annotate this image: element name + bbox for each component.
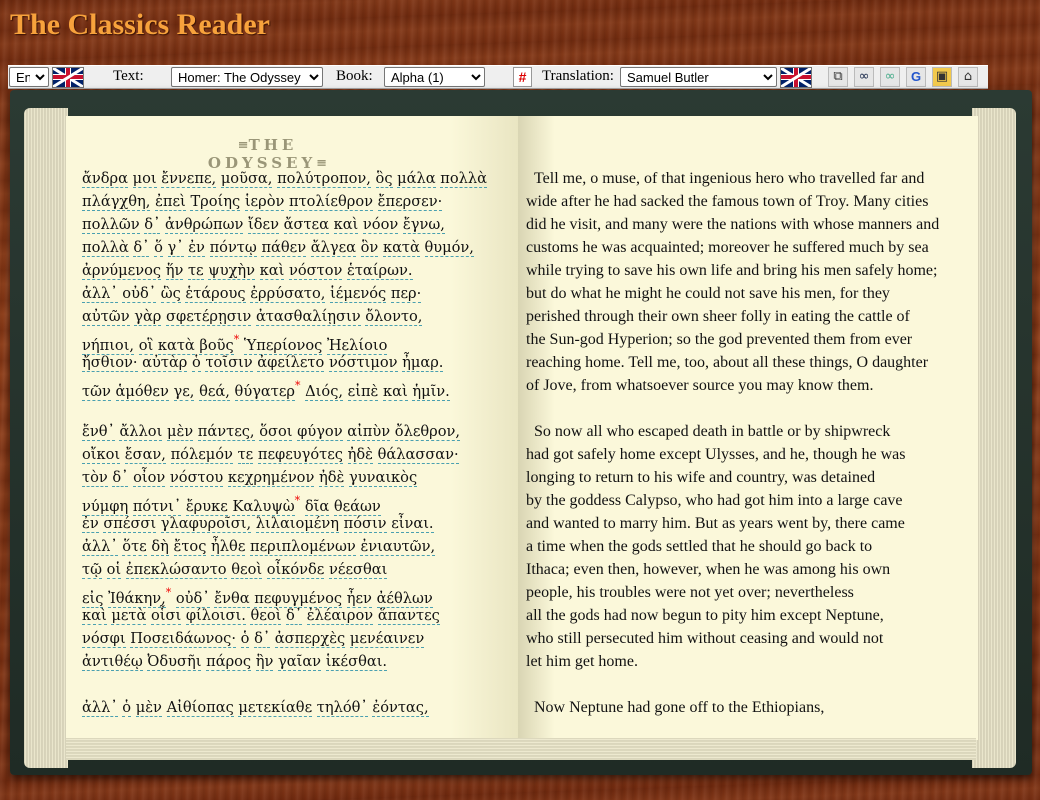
greek-line <box>82 443 502 466</box>
greek-line <box>82 190 502 213</box>
greek-word-link[interactable]: γε, <box>173 383 195 400</box>
greek-word-link[interactable]: οὐδ᾽ <box>175 590 210 607</box>
greek-line <box>82 374 502 400</box>
greek-word-link[interactable]: ἤσθιον· <box>82 354 138 371</box>
greek-word-link[interactable]: ἦλθε <box>211 538 246 555</box>
greek-word-link[interactable]: νόστιμον <box>328 354 398 371</box>
book-heading: ≡ THE ODYSSEY ≡ <box>175 136 360 172</box>
page-bottom-edge <box>66 738 976 760</box>
greek-word-link[interactable]: οἶον <box>133 469 166 486</box>
greek-line <box>82 558 502 581</box>
google-icon[interactable]: G <box>906 67 926 87</box>
greek-word-link[interactable]: ἐόντας, <box>372 699 429 716</box>
greek-word-link[interactable]: θύγατερ <box>234 383 295 400</box>
greek-word-link[interactable]: μετὰ <box>111 607 147 624</box>
greek-word-link[interactable]: θεοὶ <box>250 607 282 624</box>
greek-word-link[interactable]: μοῦσα, <box>220 170 273 187</box>
stanza-break <box>526 397 976 420</box>
english-line: who still persecuted him without ceasing and would not <box>526 630 884 647</box>
english-line: the Sun-god Hyperion; so the god prevented them from ever <box>526 331 913 348</box>
greek-word-link[interactable]: νήπιοι, <box>82 337 135 354</box>
greek-word-link[interactable]: ἀφείλετο <box>257 354 325 371</box>
greek-word-link[interactable]: οἶκόνδε <box>266 561 325 578</box>
greek-word-link[interactable]: δ᾽ <box>112 469 129 486</box>
greek-word-link[interactable]: πάρος <box>206 653 252 670</box>
note-marker[interactable]: * <box>165 586 172 599</box>
note-marker[interactable]: * <box>295 379 301 392</box>
app-title: The Classics Reader <box>10 8 270 41</box>
english-line: reaching home. Tell me, too, about all these things, O daughter <box>526 354 929 371</box>
greek-word-link[interactable]: οὐδ᾽ <box>122 285 157 302</box>
greek-line <box>82 581 502 607</box>
page-stack-left <box>24 108 68 768</box>
english-line: while trying to save his own life and bring his men safely home; <box>526 262 938 279</box>
greek-line <box>82 351 502 374</box>
greek-word-link[interactable]: ἄστεα <box>283 216 329 233</box>
greek-word-link[interactable]: ἀέθλων <box>376 590 433 607</box>
greek-word-link[interactable]: ἀλλ᾽ <box>82 285 118 302</box>
greek-word-link[interactable]: πόλεμόν <box>170 446 233 463</box>
greek-word-link[interactable]: ἦεν <box>346 590 372 607</box>
greek-line <box>82 604 502 627</box>
stanza-break <box>526 673 976 696</box>
greek-word-link[interactable]: κατὰ <box>382 239 420 256</box>
greek-word-link[interactable]: ὁ <box>240 630 250 647</box>
greek-word-link[interactable]: ἐλέαιρον <box>306 607 374 624</box>
english-line: of Jove, from whatsoever source you may know them. <box>526 377 874 394</box>
greek-word-link[interactable]: ἐνιαυτῶν, <box>360 538 436 555</box>
museum-icon[interactable]: ⌂ <box>958 67 978 87</box>
greek-word-link[interactable]: θεοὶ <box>231 561 263 578</box>
note-marker[interactable]: * <box>233 333 240 346</box>
greek-word-link[interactable]: γαῖαν <box>278 653 322 670</box>
greek-word-link[interactable]: αὐτὰρ <box>142 354 188 371</box>
greek-line <box>82 213 502 236</box>
greek-word-link[interactable]: ἱερὸν <box>244 193 285 210</box>
greek-word-link[interactable]: οἷσι <box>150 607 182 624</box>
greek-word-link[interactable]: τῶν <box>82 383 111 400</box>
greek-line <box>82 696 502 719</box>
greek-word-link[interactable]: εἶναι. <box>391 515 434 532</box>
greek-word-link[interactable]: μάλα <box>397 170 436 187</box>
english-line: perished through their own sheer folly in eating the cattle of <box>526 308 910 325</box>
greek-word-link[interactable]: ἄλλοι <box>119 423 163 440</box>
greek-word-link[interactable]: Καλυψὼ <box>232 498 295 515</box>
greek-word-link[interactable]: ὃς <box>375 170 393 187</box>
dictionary-icon[interactable]: ▣ <box>932 67 952 87</box>
greek-word-link[interactable]: αὐτῶν <box>82 308 130 325</box>
greek-word-link[interactable]: σπέσσι <box>103 515 157 532</box>
greek-word-link[interactable]: ἱέμενός <box>330 285 387 302</box>
greek-word-link[interactable]: βοῦς <box>199 337 234 354</box>
page-stack-right <box>972 108 1016 768</box>
greek-line <box>82 305 502 328</box>
line-number-button[interactable]: # <box>513 67 532 87</box>
binoculars-icon[interactable]: ∞ <box>854 67 874 87</box>
greek-word-link[interactable]: πολλὰ <box>82 239 129 256</box>
greek-word-link[interactable]: Αἰθίοπας <box>166 699 234 716</box>
greek-word-link[interactable]: ψυχὴν <box>208 262 256 279</box>
english-line: let him get home. <box>526 653 638 670</box>
greek-word-link[interactable]: δ᾽ <box>254 630 271 647</box>
english-line: Now Neptune had gone off to the Ethiopians, <box>526 699 825 716</box>
greek-word-link[interactable]: ἑταίρων. <box>347 262 413 279</box>
greek-word-link[interactable]: τῷ <box>82 561 102 578</box>
text-label: Text: <box>113 68 144 84</box>
greek-word-link[interactable]: εἰς <box>82 590 104 607</box>
english-line: Ithaca; even then, however, when he was among his own <box>526 561 891 578</box>
greek-word-link[interactable]: τε <box>187 262 204 279</box>
greek-word-link[interactable]: ὅτε <box>122 538 147 555</box>
english-line: and wanted to marry him. But as years went by, there came <box>526 515 905 532</box>
greek-word-link[interactable]: κατὰ <box>157 337 195 354</box>
english-line: customs he was acquainted; moreover he suffered much by sea <box>526 239 929 256</box>
greek-word-link[interactable]: ἴδεν <box>248 216 279 233</box>
greek-word-link[interactable]: καὶ <box>383 383 408 400</box>
greek-word-link[interactable]: νύμφη <box>82 498 129 515</box>
greek-word-link[interactable]: ἔσαν, <box>124 446 166 463</box>
greek-word-link[interactable]: μετεκίαθε <box>238 699 313 716</box>
toolbar <box>8 65 988 89</box>
greek-word-link[interactable]: ἔρυκε <box>185 498 228 515</box>
note-marker[interactable]: * <box>294 494 301 507</box>
greek-word-link[interactable]: ἐν <box>82 515 99 532</box>
greek-word-link[interactable]: πλάγχθη, <box>82 193 151 210</box>
greek-word-link[interactable]: εἰπὲ <box>347 383 379 400</box>
english-line: wide after he had sacked the famous town of Troy. Many cities <box>526 193 929 210</box>
greek-word-link[interactable]: ἔννεπε, <box>161 170 217 187</box>
greek-word-link[interactable]: τοῖσιν <box>205 354 253 371</box>
greek-word-link[interactable]: ἀλλ᾽ <box>82 699 118 716</box>
uk-flag-icon[interactable] <box>52 67 84 88</box>
greek-word-link[interactable]: πάθεν <box>261 239 307 256</box>
english-line: longing to return to his wife and country, was detained <box>526 469 876 486</box>
greek-word-link[interactable]: Διός, <box>305 383 344 400</box>
greek-word-link[interactable]: ἀντιθέῳ <box>82 653 143 670</box>
copy-icon[interactable]: ⧉ <box>828 67 848 87</box>
translation-label: Translation: <box>542 68 614 84</box>
greek-word-link[interactable]: ὅσοι <box>259 423 293 440</box>
greek-line <box>82 282 502 305</box>
greek-word-link[interactable]: ἥν <box>165 262 184 279</box>
greek-word-link[interactable]: ὣς <box>160 285 181 302</box>
greek-word-link[interactable]: καὶ <box>259 262 285 279</box>
greek-word-link[interactable]: νόστου <box>169 469 224 486</box>
greek-word-link[interactable]: μενέαινεν <box>349 630 425 647</box>
greek-word-link[interactable]: δ᾽ <box>133 239 150 256</box>
greek-word-link[interactable]: λιλαιομένη <box>255 515 339 532</box>
greek-word-link[interactable]: ὃν <box>360 239 379 256</box>
greek-word-link[interactable]: περιπλομένων <box>250 538 356 555</box>
greek-word-link[interactable]: ἣν <box>255 653 274 670</box>
greek-word-link[interactable]: ἀνθρώπων <box>165 216 244 233</box>
greek-word-link[interactable]: ἀτασθαλίῃσιν <box>255 308 361 325</box>
english-line: all the gods had now begun to pity him except Neptune, <box>526 607 884 624</box>
greek-word-link[interactable]: ἠδὲ <box>347 446 373 463</box>
greek-word-link[interactable]: νόστον <box>289 262 343 279</box>
greek-word-link[interactable]: ὁ <box>192 354 201 371</box>
greek-word-link[interactable]: τὸν <box>82 469 108 486</box>
greek-word-link[interactable]: ἐρρύσατο, <box>250 285 326 302</box>
greek-word-link[interactable]: οἱ <box>106 561 122 578</box>
greek-word-link[interactable]: ἔγνω, <box>402 216 445 233</box>
greek-line <box>82 489 502 515</box>
greek-word-link[interactable]: ἔπερσεν· <box>377 193 443 210</box>
greek-word-link[interactable]: σφετέρῃσιν <box>166 308 252 325</box>
greek-word-link[interactable]: φίλοισι. <box>185 607 246 624</box>
english-line: So now all who escaped death in battle or by shipwreck <box>526 423 891 440</box>
greek-word-link[interactable]: Ὑπερίονος <box>243 337 323 354</box>
greek-word-link[interactable]: ὁ <box>122 699 132 716</box>
greek-word-link[interactable]: πολλὰ <box>440 170 487 187</box>
greek-word-link[interactable]: Τροίης <box>190 193 241 210</box>
greek-word-link[interactable]: ἔνθα <box>214 590 250 607</box>
greek-word-link[interactable]: ἔτος <box>173 538 207 555</box>
greek-word-link[interactable]: θεά, <box>199 383 230 400</box>
greek-word-link[interactable]: πολύτροπον, <box>277 170 371 187</box>
greek-word-link[interactable]: δὴ <box>151 538 169 555</box>
language-select[interactable] <box>9 67 49 87</box>
greek-word-link[interactable]: πεφευγότες <box>257 446 343 463</box>
greek-word-link[interactable]: πτολίεθρον <box>289 193 374 210</box>
greek-word-link[interactable]: οἴκοι <box>82 446 121 463</box>
greek-word-link[interactable]: ἦμαρ. <box>402 354 444 371</box>
english-line: people, his troubles were not yet over; nevertheless <box>526 584 854 601</box>
greek-word-link[interactable]: ἄλγεα <box>310 239 356 256</box>
english-line: did he visit, and many were the nations with whose manners and <box>526 216 940 233</box>
greek-word-link[interactable]: γ᾽ <box>167 239 184 256</box>
greek-word-link[interactable]: καὶ <box>333 216 359 233</box>
greek-word-link[interactable]: ἠδὲ <box>319 469 345 486</box>
greek-word-link[interactable]: πόντῳ <box>209 239 257 256</box>
greek-word-link[interactable]: φύγον <box>297 423 343 440</box>
greek-word-link[interactable]: αἰπὺν <box>347 423 391 440</box>
english-text <box>526 167 976 719</box>
greek-line <box>82 259 502 282</box>
greek-word-link[interactable]: ὄλεθρον, <box>394 423 461 440</box>
binoculars-green-icon[interactable]: ∞ <box>880 67 900 87</box>
greek-word-link[interactable]: μὲν <box>135 699 162 716</box>
greek-word-link[interactable]: ὅ <box>154 239 163 256</box>
greek-word-link[interactable]: ἔνθ᾽ <box>82 423 115 440</box>
greek-word-link[interactable]: ὄλοντο, <box>365 308 423 325</box>
greek-word-link[interactable]: ἅπαντες <box>377 607 440 624</box>
greek-word-link[interactable]: μοι <box>132 170 157 187</box>
english-line: Tell me, o muse, of that ingenious hero who travelled far and <box>526 170 925 187</box>
text-select[interactable] <box>171 67 323 87</box>
greek-word-link[interactable]: ἁμόθεν <box>115 383 169 400</box>
uk-flag-icon[interactable] <box>780 67 812 88</box>
greek-text <box>82 167 502 719</box>
greek-word-link[interactable]: θάλασσαν· <box>377 446 459 463</box>
book-label: Book: <box>336 68 373 84</box>
greek-word-link[interactable]: περ· <box>390 285 422 302</box>
greek-word-link[interactable]: ἐν <box>188 239 205 256</box>
greek-word-link[interactable]: Ἰθάκην, <box>108 590 166 607</box>
greek-line <box>82 328 502 354</box>
greek-word-link[interactable]: γλαφυροῖσι, <box>160 515 252 532</box>
greek-line <box>82 236 502 259</box>
greek-word-link[interactable]: δ᾽ <box>285 607 303 624</box>
greek-word-link[interactable]: ἄνδρα <box>82 170 128 187</box>
greek-word-link[interactable]: πεφυγμένος <box>254 590 343 607</box>
english-line: a time when the gods settled that he should go back to <box>526 538 873 555</box>
greek-line <box>82 627 502 650</box>
book-select[interactable] <box>384 67 485 87</box>
greek-line <box>82 512 502 535</box>
greek-word-link[interactable]: Ποσειδάωνος· <box>130 630 236 647</box>
english-line: but do what he might he could not save his men, for they <box>526 285 890 302</box>
greek-word-link[interactable]: Ἠελίοιο <box>326 337 388 354</box>
greek-word-link[interactable]: γυναικὸς <box>349 469 418 486</box>
greek-word-link[interactable]: οἳ <box>138 337 154 354</box>
greek-word-link[interactable]: νέεσθαι <box>329 561 388 578</box>
greek-word-link[interactable]: ἱκέσθαι. <box>325 653 388 670</box>
greek-line <box>82 650 502 673</box>
greek-word-link[interactable]: τηλόθ᾽ <box>316 699 368 716</box>
greek-word-link[interactable]: πόσιν <box>343 515 387 532</box>
greek-word-link[interactable]: θεάων <box>333 498 381 515</box>
greek-word-link[interactable]: ἡμῖν. <box>412 383 450 400</box>
greek-word-link[interactable]: Ὀδυσῆι <box>147 653 202 670</box>
greek-word-link[interactable]: νόον <box>362 216 399 233</box>
greek-word-link[interactable]: δ᾽ <box>144 216 161 233</box>
greek-word-link[interactable]: ἀσπερχὲς <box>274 630 346 647</box>
greek-line <box>82 466 502 489</box>
greek-word-link[interactable]: μὲν <box>166 423 194 440</box>
greek-word-link[interactable]: ἐπεὶ <box>155 193 186 210</box>
greek-word-link[interactable]: γὰρ <box>134 308 162 325</box>
greek-line <box>82 167 502 190</box>
stanza-break <box>82 673 502 696</box>
greek-word-link[interactable]: ἀρνύμενος <box>82 262 162 279</box>
greek-word-link[interactable]: καὶ <box>82 607 107 624</box>
translation-select[interactable] <box>620 67 777 87</box>
greek-word-link[interactable]: κεχρημένον <box>227 469 315 486</box>
greek-word-link[interactable]: ἀλλ᾽ <box>82 538 118 555</box>
greek-word-link[interactable]: ἐπεκλώσαντο <box>125 561 227 578</box>
greek-word-link[interactable]: πάντες, <box>197 423 255 440</box>
greek-line <box>82 420 502 443</box>
english-line: by the goddess Calypso, who had got him into a large cave <box>526 492 903 509</box>
greek-word-link[interactable]: θυμόν, <box>424 239 474 256</box>
greek-word-link[interactable]: δῖα <box>304 498 330 515</box>
greek-word-link[interactable]: νόσφι <box>82 630 126 647</box>
greek-word-link[interactable]: ἑτάρους <box>185 285 246 302</box>
greek-word-link[interactable]: πότνι᾽ <box>132 498 182 515</box>
greek-word-link[interactable]: πολλῶν <box>82 216 140 233</box>
greek-line <box>82 535 502 558</box>
english-line: had got safely home except Ulysses, and he, though he was <box>526 446 906 463</box>
greek-word-link[interactable]: τε <box>237 446 254 463</box>
